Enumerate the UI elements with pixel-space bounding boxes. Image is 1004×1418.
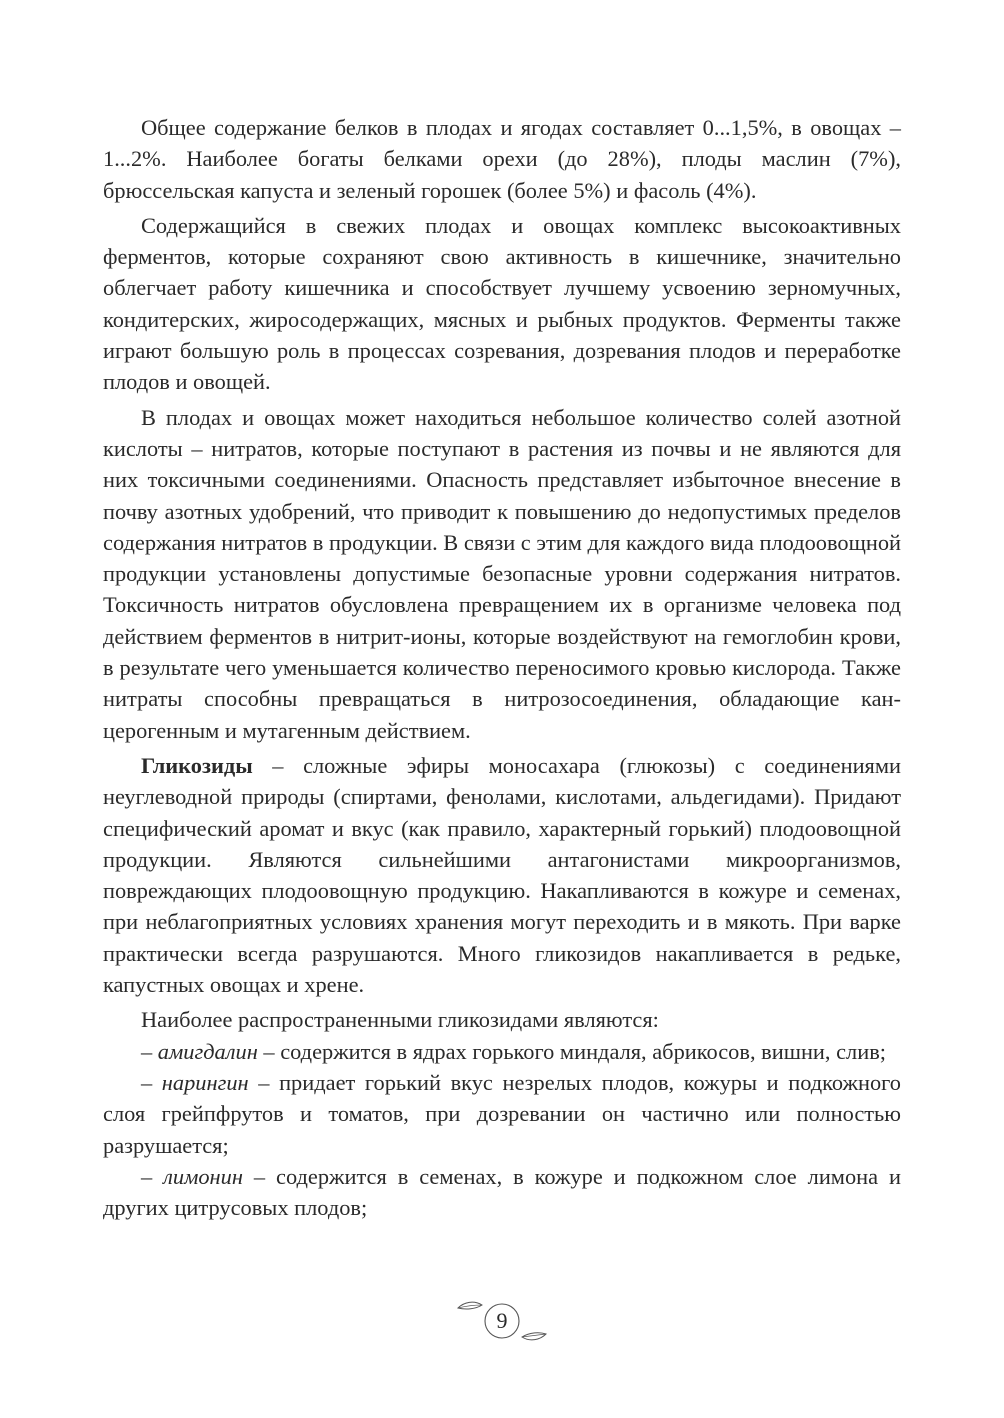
page-number: 9 (496, 1308, 508, 1333)
list-item-naringin (103, 1067, 901, 1161)
page-number-ornament (452, 1296, 552, 1356)
paragraph-proteins: Общее содержание белков в плодах и ягодах составляет 0...1,5%, в овощах – 1...2%. Наиболее богаты белками орехи (до 28%), плоды маслин (7%), брюссельская капуста и зеленый горошек (более 5%) и фасоль (4%). (103, 115, 901, 203)
list-item-limonin (103, 1161, 901, 1224)
paragraph-glycosides-list-intro: Наиболее распространенными гликозидами являются: (141, 1007, 659, 1033)
list-item-amygdalin (103, 1036, 901, 1067)
amygdalin-description: – содержится в ядрах горького миндаля, абрикосов, вишни, слив; (257, 1038, 886, 1064)
term-naringin: – нарингин (141, 1069, 249, 1095)
limonin-description: – содержится в семенах, в кожуре и подкожном слое лимона и других цитрусовых плодов; (103, 1163, 901, 1221)
term-amygdalin: – амигдалин (141, 1038, 258, 1064)
page-body (103, 112, 901, 1223)
paragraph-enzymes: Содержащийся в свежих плодах и овощах комплекс высокоактивных ферментов, которые сохраняют свою активность в кишечнике, значительно облегчает работу кишечника и способствует лучшему усвоению зерномучных, кондитерских, жиросодержащих, мясных и рыбных продуктов. Ферменты также играют большую роль в процессах созревания, дозревания плодов и переработке плодов и овощей. (103, 212, 901, 395)
paragraph-nitrates: В плодах и овощах может находиться небольшое количество солей азотной кислоты – нитратов, которые поступают в растения из почвы и не являются для них токсичными соединениями. Опасность представляет избыточное внесение в почву азотных удобрений, что приводит к повышению до недопустимых пределов содержания нитратов в продукции. В связи с этим для каждого вида плодоовощной продукции установлены допустимые безопасные уровни содержания нитратов. Токсичность нитратов обусловлена превращением их в организме человека под действием ферментов в нитрит-ионы, которые воздействуют на гемоглобин крови, в результате чего уменьшается количество переносимого кровью кислорода. Также нитраты способны превращаться в нитрозосоединения, обладающие канцерогенным и мутагенным действием. (103, 404, 901, 743)
glycosides-definition: – сложные эфиры моносахара (глюкозы) с соединениями неуглеводной природы (спиртами, фенолами, кислотами, альдегидами). Придают специфический аромат и вкус (как правило, характерный горький) плодоовощной продукции. Являются сильнейшими антагонистами микроорганизмов, повреждающих плодоовощную продукцию. Накапливаются в кожуре и семенах, при неблагоприятных условиях хранения могут переходить и в мякоть. При варке практически всегда разрушаются. Много гликозидов накапливается в редьке, капустных овощах и хрене. (103, 752, 901, 998)
paragraph-glycosides (103, 750, 901, 1000)
term-limonin: – лимонин (141, 1163, 243, 1189)
naringin-description: – придает горький вкус незрелых плодов, кожуры и подкожного слоя грейпфрутов и томатов, при дозревании он частично или полностью разрушается; (103, 1069, 901, 1158)
term-glycosides: Гликозиды (141, 752, 253, 778)
